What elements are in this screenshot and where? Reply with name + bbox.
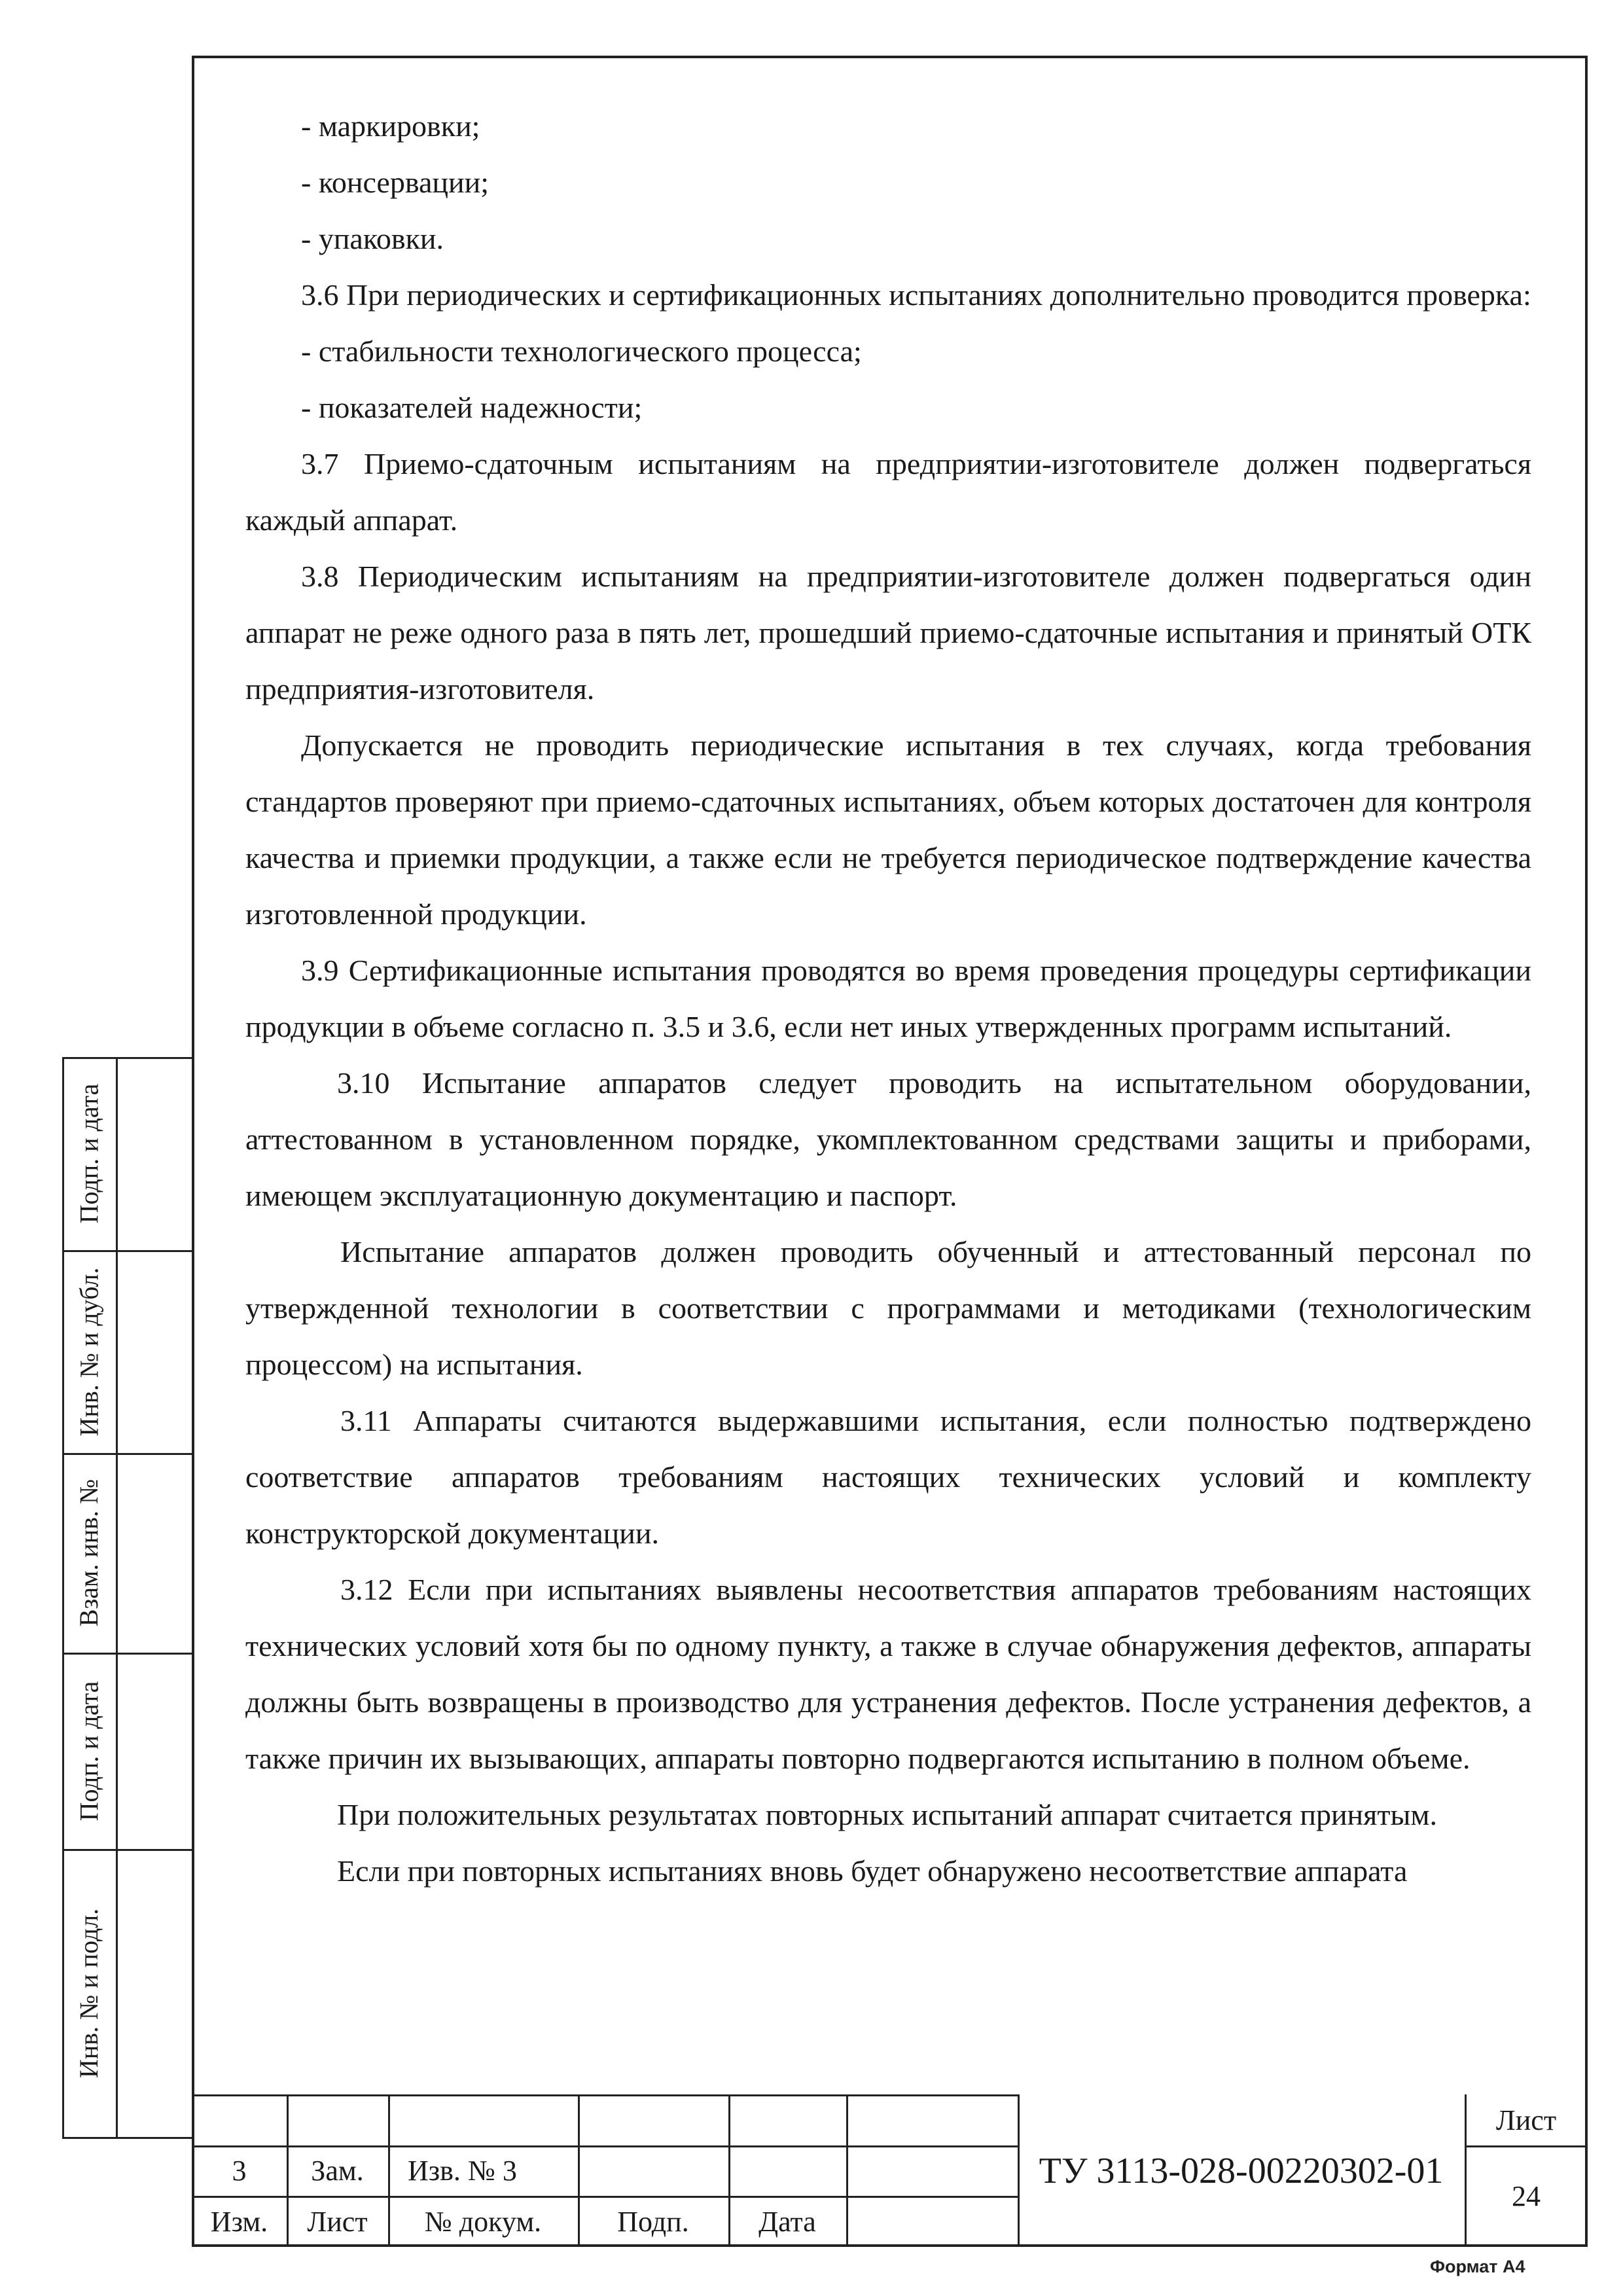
sign-date-label: Подп. и дата	[74, 1083, 104, 1224]
sheet-number: 24	[1512, 2180, 1541, 2212]
revision-sheet: Зам.	[311, 2155, 364, 2187]
paragraph: 3.11 Аппараты считаются выдержавшими испытания, если полностью подтверждено соответствие аппаратов требованиям настоящих технических условий и комплекту конструкторской документации.	[245, 1404, 1531, 1550]
revision-number: 3	[232, 2155, 247, 2187]
side-stamp-column	[62, 1057, 192, 2137]
paragraph: - показателей надежности;	[301, 391, 643, 424]
format-label: Формат А4	[1430, 2257, 1525, 2276]
paragraph: 3.7 Приемо-сдаточным испытаниям на предприятии-изготовителе должен подвергаться каждый аппарат.	[245, 447, 1531, 537]
header-signature: Подп.	[617, 2205, 689, 2238]
paragraph: 3.9 Сертификационные испытания проводятся во время проведения процедуры сертификации продукции в объеме согласно п. 3.5 и 3.6, если нет иных утвержденных программ испытаний.	[245, 954, 1531, 1043]
header-sheet: Лист	[307, 2205, 368, 2238]
inventory-duplicate-label: Инв. № и дубл.	[74, 1267, 104, 1436]
header-document-number: № докум.	[424, 2205, 542, 2238]
paragraph: - маркировки;	[301, 109, 480, 143]
paragraph: Если при повторных испытаниях вновь будет обнаружено несоответствие аппарата	[337, 1854, 1408, 1888]
paragraph: - стабильности технологического процесса;	[301, 334, 862, 368]
sign-date-label-2: Подп. и дата	[74, 1681, 104, 1821]
title-block	[192, 2094, 1588, 2247]
paragraph: - консервации;	[301, 166, 490, 199]
paragraph: - упаковки.	[301, 222, 444, 255]
header-date: Дата	[758, 2205, 816, 2238]
paragraph: 3.6 При периодических и сертификационных испытаниях дополнительно проводится проверка:	[301, 278, 1531, 312]
paragraph: При положительных результатах повторных испытаний аппарат считается принятым.	[337, 1798, 1437, 1831]
sheet-label: Лист	[1495, 2104, 1557, 2136]
paragraph: 3.10 Испытание аппаратов следует проводить на испытательном оборудовании, аттестованном в установленном порядке, укомплектованном средствами защиты и приборами, имеющем эксплуатационную документацию и паспорт.	[245, 1066, 1531, 1212]
revision-document: Изв. № 3	[408, 2155, 517, 2187]
header-change: Изм.	[210, 2205, 268, 2238]
paragraph: 3.8 Периодическим испытаниям на предприятии-изготовителе должен подвергаться один аппарат не реже одного раза в пять лет, прошедший приемо-сдаточные испытания и принятый ОТК предприятия-изготовителя.	[245, 560, 1531, 706]
paragraph: Допускается не проводить периодические испытания в тех случаях, когда требования стандартов проверяют при приемо-сдаточных испытаниях, объем которых достаточен для контроля качества и приемки продукции, а также если не требуется периодическое подтверждение качества изготовленной продукции.	[245, 728, 1531, 931]
paragraph: 3.12 Если при испытаниях выявлены несоответствия аппаратов требованиям настоящих технических условий хотя бы по одному пункту, а также в случае обнаружения дефектов, аппараты должны быть возвращены в производство для устранения дефектов. После устранения дефектов, а также причин их вызывающих, аппараты повторно подвергаются испытанию в полном объеме.	[245, 1573, 1531, 1775]
document-body	[245, 98, 1531, 2055]
document-code: ТУ 3113-028-00220302-01	[1039, 2150, 1444, 2191]
paragraph: Испытание аппаратов должен проводить обученный и аттестованный персонал по утвержденной технологии в соответствии с программами и методиками (технологическим процессом) на испытания.	[245, 1235, 1531, 1381]
inventory-original-label: Инв. № и подл.	[74, 1908, 104, 2078]
replacement-inventory-label: Взам. инв. №	[74, 1479, 104, 1627]
